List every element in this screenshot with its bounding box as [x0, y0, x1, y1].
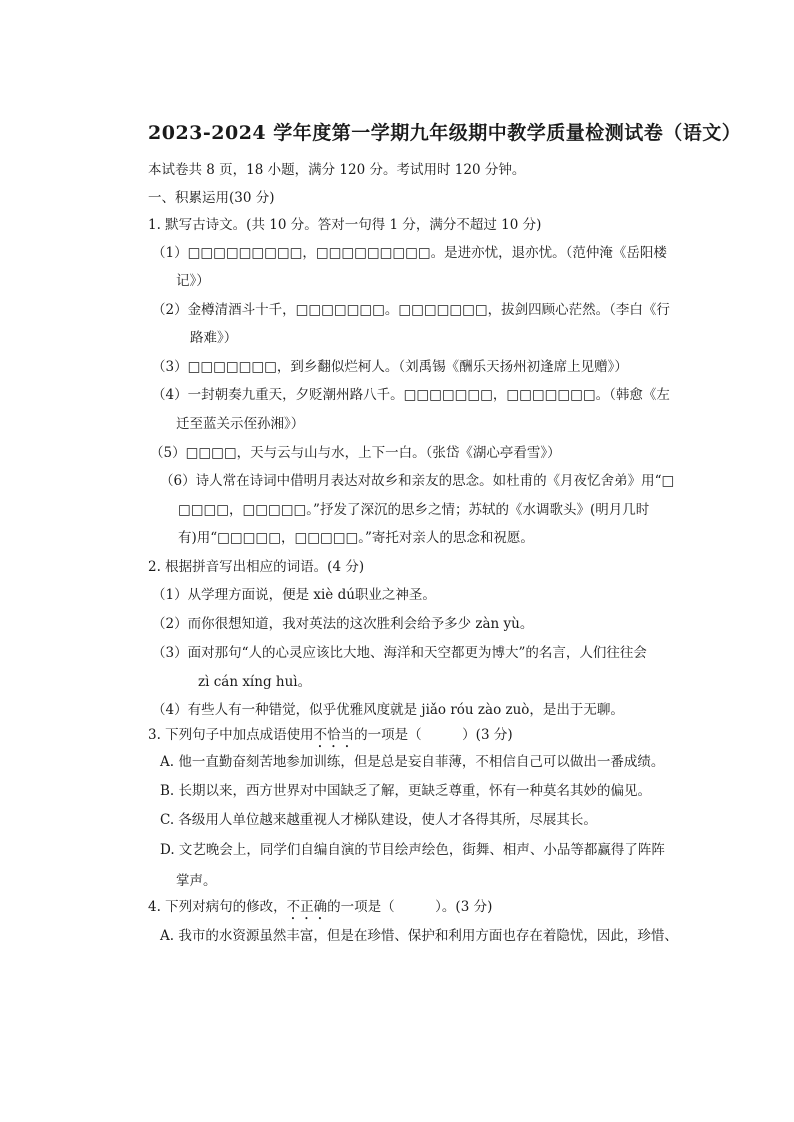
q4-stem-pre: 4. 下列对病句的修改， — [148, 899, 287, 915]
question-3-stem — [148, 725, 513, 751]
q1-item-6-cont2: 有)用“□□□□□，□□□□□。”寄托对亲人的思念和祝愿。 — [178, 530, 534, 546]
q3-stem-emphasis: 不恰当 — [313, 727, 355, 743]
q1-item-1-cont: 记》） — [176, 273, 210, 289]
q1-item-2-cont: 路难》） — [190, 330, 238, 346]
q1-item-4-cont: 迁至蓝关示侄孙湘》） — [176, 416, 305, 432]
q4-stem-post: 的一项是（ ）。(3 分) — [327, 899, 493, 915]
question-4-stem — [148, 897, 492, 923]
q3-option-d-cont: 掌声。 — [176, 873, 217, 889]
q1-item-2: （2）金樽清酒斗十千，□□□□□□□。□□□□□□□，拔剑四顾心茫然。（李白《行 — [152, 302, 670, 318]
q2-item-4: （4）有些人有一种错觉，似乎优雅风度就是 jiǎo róu zào zuò，是出于无聊。 — [152, 702, 624, 718]
q1-item-6-cont: □□□□，□□□□□。”抒发了深沉的思乡之情；苏轼的《水调歌头》(明月几时 — [178, 502, 650, 518]
exam-intro: 本试卷共 8 页，18 小题，满分 120 分。考试用时 120 分钟。 — [148, 162, 526, 178]
q3-stem-post: 的一项是（ ）(3 分) — [354, 727, 513, 743]
q4-option-a: A. 我市的水资源虽然丰富，但是在珍惜、保护和利用方面也存在着隐忧，因此，珍惜、 — [160, 928, 678, 944]
q3-option-a: A. 他一直勤奋刻苦地参加训练，但是总是妄自菲薄，不相信自己可以做出一番成绩。 — [160, 754, 665, 770]
q2-item-1: （1）从学理方面说，便是 xiè dú职业之神圣。 — [152, 587, 436, 603]
q3-option-c: C. 各级用人单位越来越重视人才梯队建设，使人才各得其所，尽展其长。 — [160, 812, 597, 828]
q1-item-5: （5）□□□□，天与云与山与水，上下一白。（张岱《湖心亭看雪》） — [150, 445, 561, 461]
q2-item-2: （2）而你很想知道，我对英法的这次胜利会给予多少 zàn yù。 — [152, 616, 534, 632]
q2-item-3: （3）面对那句“人的心灵应该比大地、海洋和天空都更为博大”的名言，人们往往会 — [152, 645, 647, 661]
q1-item-1: （1）□□□□□□□□□，□□□□□□□□□。是进亦忧，退亦忧。（范仲淹《岳阳楼 — [152, 245, 667, 261]
q3-stem-pre: 3. 下列句子中加点成语使用 — [148, 727, 314, 743]
q2-item-3-pinyin: zì cán xíng huì。 — [198, 674, 312, 690]
q1-item-4: （4）一封朝奏九重天，夕贬潮州路八千。□□□□□□□，□□□□□□□。（韩愈《左 — [152, 387, 670, 403]
q4-stem-emphasis: 不正确 — [286, 899, 328, 915]
q1-item-3: （3）□□□□□□□，到乡翻似烂柯人。（刘禹锡《酬乐天扬州初逢席上见赠》） — [152, 359, 628, 375]
q3-option-d: D. 文艺晚会上，同学们自编自演的节目绘声绘色，街舞、相声、小品等都赢得了阵阵 — [160, 842, 665, 858]
q3-option-b: B. 长期以来，西方世界对中国缺乏了解，更缺乏尊重，怀有一种莫名其妙的偏见。 — [160, 783, 652, 799]
question-2-stem: 2. 根据拼音写出相应的词语。(4 分) — [148, 559, 365, 575]
q1-item-6: （6）诗人常在诗词中借明月表达对故乡和亲友的思念。如杜甫的《月夜忆舍弟》用“□ — [160, 473, 675, 489]
question-1-stem: 1. 默写古诗文。(共 10 分。答对一句得 1 分，满分不超过 10 分) — [148, 217, 542, 233]
exam-title: 2023-2024 学年度第一学期九年级期中教学质量检测试卷（语文） — [148, 122, 742, 144]
section-heading: 一、积累运用(30 分) — [148, 190, 275, 206]
